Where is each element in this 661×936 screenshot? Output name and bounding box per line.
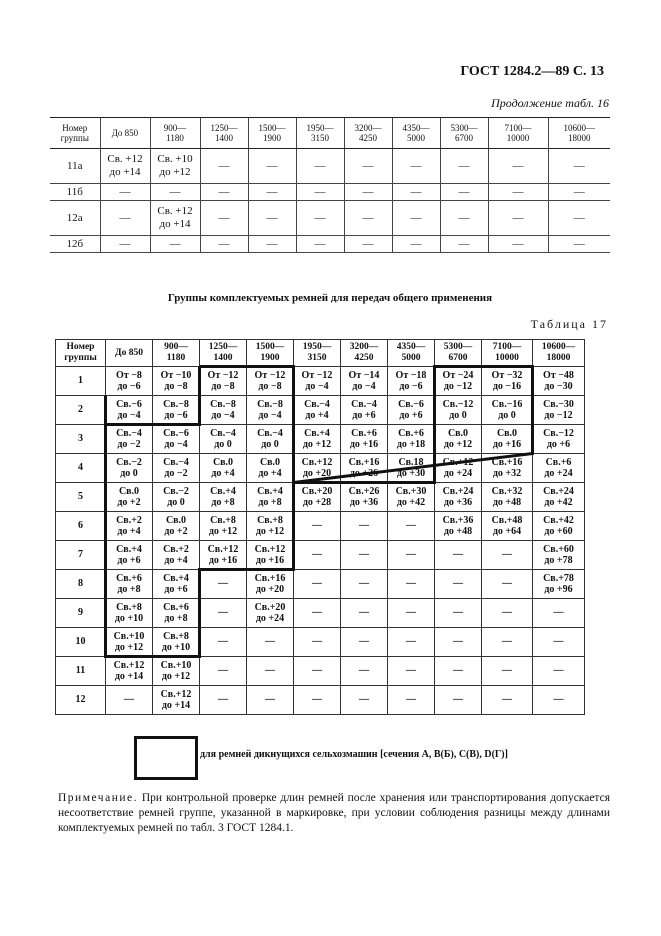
table-17-cell: Св.−16 до 0 [482, 396, 533, 425]
table-16-row [50, 236, 610, 253]
table-16-cell: — [488, 184, 548, 201]
table-17-cell: Св.−4 до +4 [294, 396, 341, 425]
table-17-cell: Св.+6 до +8 [106, 570, 153, 599]
table-16-cell: — [200, 149, 248, 184]
table-17-header-cell: До 850 [106, 340, 153, 367]
table-17-cell: — [247, 686, 294, 715]
table-17-cell: — [388, 599, 435, 628]
table-17-cell: Св.−30 до −12 [533, 396, 585, 425]
table-17-cell: Св.+10 до +12 [106, 628, 153, 657]
table-17-cell: От −12 до −8 [200, 367, 247, 396]
table-17-cell: Св.+12 до +16 [247, 541, 294, 570]
table-17-cell: — [200, 686, 247, 715]
table-17-row [56, 425, 585, 454]
table-17-cell: От −10 до −8 [153, 367, 200, 396]
table-17-cell: Св.+60 до +78 [533, 541, 585, 570]
note-text: При контрольной проверке длин ремней после хранения или транспортирования допускается несоответствие ремней группе, указанной в маркировке, при условии соблюдения разницы между длинами комплектуемых ремней по табл. 3 ГОСТ 1284.1. [58, 792, 610, 834]
page-header: ГОСТ 1284.2—89 С. 13 [460, 64, 604, 79]
table-16-cell: — [150, 236, 200, 253]
table-17-header-cell: 1250— 1400 [200, 340, 247, 367]
table-17-header-cell: 1500— 1900 [247, 340, 294, 367]
table-16-cell: — [392, 201, 440, 236]
table-16-cell: — [100, 184, 150, 201]
table-17-row [56, 454, 585, 483]
table-16-cell: — [440, 201, 488, 236]
table-16-cell: — [488, 149, 548, 184]
table-17-cell: Св.+4 до +6 [106, 541, 153, 570]
table-17-cell: — [482, 686, 533, 715]
table-17-cell: От −18 до −6 [388, 367, 435, 396]
table-17-cell: От −12 до −8 [247, 367, 294, 396]
table-17-cell: Св.+6 до +18 [388, 425, 435, 454]
table-17-cell: — [435, 599, 482, 628]
table-17-row [56, 686, 585, 715]
table-16-cell: — [150, 184, 200, 201]
table-17-group-cell: 9 [56, 599, 106, 628]
table-16-cell: — [488, 236, 548, 253]
table-17-row [56, 367, 585, 396]
table-16-cell: — [296, 236, 344, 253]
table-17-cell: Св.+12 до +14 [106, 657, 153, 686]
table-17-cell: От −8 до −6 [106, 367, 153, 396]
table-17-row [56, 657, 585, 686]
table-17-cell: — [341, 686, 388, 715]
table-17-cell: Св.+12 до +14 [153, 686, 200, 715]
table-17-cell: Св.+4 до +6 [153, 570, 200, 599]
table-17-title: Группы комплектуемых ремней для передач общего применения [167, 292, 493, 304]
table-17-cell: Св.+30 до +42 [388, 483, 435, 512]
table-17-cell: Св.+78 до +96 [533, 570, 585, 599]
table-17-cell: Св.+6 до +24 [533, 454, 585, 483]
table-17-cell: — [294, 541, 341, 570]
table-17-cell: — [388, 512, 435, 541]
table-17-cell: Св.18 до +30 [388, 454, 435, 483]
table-17-row [56, 541, 585, 570]
table-17-cell: Св.+8 до +12 [200, 512, 247, 541]
table-16-cell: — [488, 201, 548, 236]
table-17-header-cell: 7100— 10000 [482, 340, 533, 367]
table-17-cell: — [482, 657, 533, 686]
table-17-header-cell: 3200— 4250 [341, 340, 388, 367]
table-17-cell: Св.+36 до +48 [435, 512, 482, 541]
table-16-cell: — [296, 184, 344, 201]
table-17-group-cell: 12 [56, 686, 106, 715]
table-17-cell: Св.+26 до +36 [341, 483, 388, 512]
table-17-cell: Св.+6 до +16 [341, 425, 388, 454]
table-16 [50, 117, 610, 253]
table-16-cell: — [548, 184, 610, 201]
table-17-row [56, 512, 585, 541]
table-17-cell: — [341, 512, 388, 541]
table-17-cell: Св.−4 до 0 [247, 425, 294, 454]
table-17-cell: От −14 до −4 [341, 367, 388, 396]
table-17-group-cell: 7 [56, 541, 106, 570]
table-17-cell: Св.+4 до +12 [294, 425, 341, 454]
table-17-cell: Св.+8 до +10 [153, 628, 200, 657]
table-17-cell: — [533, 657, 585, 686]
table-17-cell: Св.−6 до +6 [388, 396, 435, 425]
table-17-group-cell: 3 [56, 425, 106, 454]
table-17-cell: Св.−2 до 0 [153, 483, 200, 512]
table-17-cell: Св.−6 до −4 [106, 396, 153, 425]
table-17-cell: — [200, 628, 247, 657]
table-16-cell: — [440, 236, 488, 253]
table-17-cell: Св.−8 до −4 [200, 396, 247, 425]
legend-swatch [134, 736, 198, 780]
table-17-cell: Св.+12 до +24 [435, 454, 482, 483]
table-17-cell: Св.0 до +12 [435, 425, 482, 454]
table-17-cell: — [435, 657, 482, 686]
table-17-row [56, 628, 585, 657]
table-16-header-cell: 7100— 10000 [488, 118, 548, 149]
table-17-header-cell: 4350— 5000 [388, 340, 435, 367]
table-17-cell: Св.+6 до +8 [153, 599, 200, 628]
table-17-cell: — [533, 599, 585, 628]
table-16-header-cell: 4350— 5000 [392, 118, 440, 149]
table-17-cell: — [341, 628, 388, 657]
table-16-cell: — [344, 201, 392, 236]
table-17-row [56, 396, 585, 425]
table-17-cell: — [294, 599, 341, 628]
table-17-cell: — [294, 512, 341, 541]
table-17-group-cell: 5 [56, 483, 106, 512]
table-17-cell: Св.0 до +2 [106, 483, 153, 512]
table-17-cell: Св.+16 до +26 [341, 454, 388, 483]
table-16-cell: Св. +12 до +14 [100, 149, 150, 184]
table-16-header-cell: 1500— 1900 [248, 118, 296, 149]
table-17-cell: — [482, 541, 533, 570]
table-17-cell: Св.−8 до −4 [247, 396, 294, 425]
table-16-cell: — [200, 184, 248, 201]
table-17 [55, 339, 585, 715]
table-16-cell: — [392, 184, 440, 201]
table-17-cell: Св.−8 до −6 [153, 396, 200, 425]
table-17-cell: — [482, 599, 533, 628]
table-17-header-cell: 5300— 6700 [435, 340, 482, 367]
table-17-cell: — [294, 686, 341, 715]
table-17-group-cell: 1 [56, 367, 106, 396]
table-16-cell: — [440, 184, 488, 201]
table-17-group-cell: 4 [56, 454, 106, 483]
table-17-header-cell: 900— 1180 [153, 340, 200, 367]
table-17-cell: Св.+24 до +42 [533, 483, 585, 512]
table-16-header-cell: 1250— 1400 [200, 118, 248, 149]
table-17-cell: Св.+2 до +4 [153, 541, 200, 570]
table-16-row [50, 149, 610, 184]
table-17-cell: Св.+4 до +8 [200, 483, 247, 512]
table-16-row [50, 184, 610, 201]
table-17-cell: — [294, 570, 341, 599]
table-16-group-cell: 12б [50, 236, 100, 253]
table-16-cell: — [344, 236, 392, 253]
table-17-cell: Св.+32 до +48 [482, 483, 533, 512]
table-17-cell: — [294, 657, 341, 686]
table-17-cell: От −12 до −4 [294, 367, 341, 396]
table-17-cell: Св.+10 до +12 [153, 657, 200, 686]
table-17-cell: От −48 до −30 [533, 367, 585, 396]
table-17-cell: — [533, 686, 585, 715]
table-16-cell: Св. +12 до +14 [150, 201, 200, 236]
table-17-cell: Св.−4 до +6 [341, 396, 388, 425]
table-17-cell: — [435, 686, 482, 715]
table-17-group-cell: 11 [56, 657, 106, 686]
table-17-cell: — [435, 570, 482, 599]
table-16-group-cell: 11б [50, 184, 100, 201]
table-17-cell: Св.+48 до +64 [482, 512, 533, 541]
table-16-cell: — [200, 236, 248, 253]
table-16-cell: — [248, 184, 296, 201]
table-17-cell: Св.+42 до +60 [533, 512, 585, 541]
table-17-cell: Св.−12 до 0 [435, 396, 482, 425]
table-17-cell: Св.0 до +16 [482, 425, 533, 454]
table-16-cell: Св. +10 до +12 [150, 149, 200, 184]
table-17-cell: Св.+8 до +10 [106, 599, 153, 628]
table-16-group-cell: 11а [50, 149, 100, 184]
table-17-cell: — [341, 599, 388, 628]
table-17-cell: — [388, 570, 435, 599]
table-17-row [56, 570, 585, 599]
table-17-group-cell: 6 [56, 512, 106, 541]
table-16-cell: — [296, 149, 344, 184]
table-16-header-cell: До 850 [100, 118, 150, 149]
table-17-cell: Св.0 до +2 [153, 512, 200, 541]
table-17-cell: Св.0 до +4 [200, 454, 247, 483]
table-17-group-cell: 2 [56, 396, 106, 425]
table-16-header-cell: 5300— 6700 [440, 118, 488, 149]
table-17-cell: Св.+20 до +28 [294, 483, 341, 512]
table-17-cell: От −24 до −12 [435, 367, 482, 396]
table-17-cell: — [482, 628, 533, 657]
table-17-header-cell: 1950— 3150 [294, 340, 341, 367]
table-17-cell: — [388, 541, 435, 570]
table-16-cell: — [100, 236, 150, 253]
table-16-cell: — [392, 149, 440, 184]
table-16-cell: — [548, 149, 610, 184]
table-17-cell: — [341, 570, 388, 599]
table-17-cell: Св.+24 до +36 [435, 483, 482, 512]
table-17-cell: Св.−4 до −2 [153, 454, 200, 483]
note-lead: Примечание. [58, 792, 138, 804]
table-17-cell: Св.−12 до +6 [533, 425, 585, 454]
table-17-cell: Св.−6 до −4 [153, 425, 200, 454]
table-17-cell: — [341, 541, 388, 570]
table-16-cell: — [548, 201, 610, 236]
legend-text: для ремней дикнущихся сельхозмашин [сечения А, В(Б), С(В), D(Г)] [200, 749, 508, 760]
table-17-cell: Св.+2 до +4 [106, 512, 153, 541]
table-17-cell: — [106, 686, 153, 715]
table-17-cell: Св.+20 до +24 [247, 599, 294, 628]
table-17-cell: От −32 до −16 [482, 367, 533, 396]
table-17-cell: — [435, 628, 482, 657]
table-16-cell: — [344, 184, 392, 201]
table-17-cell: Св.+16 до +20 [247, 570, 294, 599]
table-17-cell: — [482, 570, 533, 599]
table-17-row [56, 483, 585, 512]
table-17-header-cell: 10600— 18000 [533, 340, 585, 367]
table-16-header-cell: 10600— 18000 [548, 118, 610, 149]
table-17-cell: Св.+12 до +20 [294, 454, 341, 483]
table-16-cell: — [248, 201, 296, 236]
table-16-cell: — [248, 149, 296, 184]
table-17-cell: — [388, 657, 435, 686]
table-17-cell: Св.−4 до 0 [200, 425, 247, 454]
table-17-label: Таблица 17 [530, 317, 608, 331]
table-17-cell: — [533, 628, 585, 657]
table-16-cell: — [200, 201, 248, 236]
table-16-group-cell: 12а [50, 201, 100, 236]
table-17-cell: Св.+16 до +32 [482, 454, 533, 483]
table-16-header-cell: 1950— 3150 [296, 118, 344, 149]
table-16-header-cell: Номер группы [50, 118, 100, 149]
table-17-cell: — [294, 628, 341, 657]
table-17-cell: — [200, 599, 247, 628]
table-17-row [56, 599, 585, 628]
table-17-cell: Св.−4 до −2 [106, 425, 153, 454]
table-17-cell: — [388, 628, 435, 657]
table-17-cell: Св.−2 до 0 [106, 454, 153, 483]
table-16-header-cell: 900— 1180 [150, 118, 200, 149]
table-17-cell: Св.+4 до +8 [247, 483, 294, 512]
table-continuation-label: Продолжение табл. 16 [491, 96, 609, 110]
table-17-cell: — [388, 686, 435, 715]
table-16-cell: — [440, 149, 488, 184]
table-16-row [50, 201, 610, 236]
table-16-cell: — [344, 149, 392, 184]
table-16-header-row [50, 118, 610, 149]
table-17-header-row [56, 340, 585, 367]
table-17-cell: — [247, 628, 294, 657]
table-16-cell: — [248, 236, 296, 253]
table-16-header-cell: 3200— 4250 [344, 118, 392, 149]
table-16-cell: — [296, 201, 344, 236]
table-17-cell: — [200, 570, 247, 599]
table-16-cell: — [100, 201, 150, 236]
table-17-cell: — [200, 657, 247, 686]
table-17-cell: Св.+8 до +12 [247, 512, 294, 541]
table-17-cell: Св.0 до +4 [247, 454, 294, 483]
table-17-group-cell: 8 [56, 570, 106, 599]
note [58, 791, 610, 836]
table-17-cell: — [435, 541, 482, 570]
table-17-cell: Св.+12 до +16 [200, 541, 247, 570]
table-17-header-cell: Номер группы [56, 340, 106, 367]
table-17-cell: — [247, 657, 294, 686]
table-17-cell: — [341, 657, 388, 686]
table-16-cell: — [392, 236, 440, 253]
table-16-cell: — [548, 236, 610, 253]
table-17-group-cell: 10 [56, 628, 106, 657]
